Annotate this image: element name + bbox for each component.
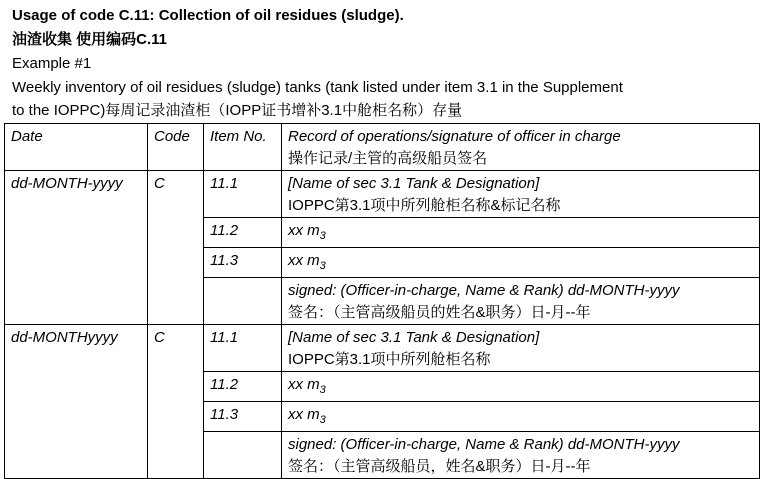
signature-text-zh: 签名：（主管高级船员的姓名&职务）日-月--年 xyxy=(288,304,591,321)
intro-line-1: Weekly inventory of oil residues (sludge) tanks (tank listed under item 3.1 in the Supplement xyxy=(12,79,623,96)
entry-date: dd-MONTHyyyy xyxy=(5,325,148,479)
record-cell xyxy=(282,248,760,278)
item-no: 11.3 xyxy=(204,402,282,432)
record-text: xx m xyxy=(288,222,320,239)
page-title-zh: 油渣收集 使用编码C.11 xyxy=(12,31,168,48)
table-row xyxy=(5,171,760,218)
entry-date: dd-MONTH-yyyy xyxy=(5,171,148,325)
entry-code: C xyxy=(148,171,204,325)
signature-text-zh: 签名：（主管高级船员，姓名&职务）日-月--年 xyxy=(288,458,591,475)
record-text: xx m xyxy=(288,376,320,393)
record-text: [Name of sec 3.1 Tank & Designation] xyxy=(288,329,540,346)
record-cell xyxy=(282,402,760,432)
table-header-row xyxy=(5,124,760,171)
record-text: xx m xyxy=(288,406,320,423)
record-cell xyxy=(282,432,760,479)
item-no xyxy=(204,432,282,479)
record-text: xx m xyxy=(288,252,320,269)
intro-line-2: to the IOPPC)每周记录油渣柜（IOPP证书增补3.1中舱柜名称）存量 xyxy=(12,102,463,119)
page-title: Usage of code C.11: Collection of oil residues (sludge). xyxy=(12,7,404,24)
table-row xyxy=(5,325,760,372)
record-cell xyxy=(282,325,760,372)
entry-code: C xyxy=(148,325,204,479)
oil-record-table xyxy=(4,123,760,479)
unit-subscript: 3 xyxy=(319,260,326,272)
signature-text: signed: (Officer-in-charge, Name & Rank) dd-MONTH-yyyy xyxy=(288,282,680,299)
item-no: 11.1 xyxy=(204,325,282,372)
signature-text: signed: (Officer-in-charge, Name & Rank) dd-MONTH-yyyy xyxy=(288,436,680,453)
unit-subscript: 3 xyxy=(319,414,326,426)
item-no: 11.2 xyxy=(204,372,282,402)
record-cell xyxy=(282,171,760,218)
item-no: 11.1 xyxy=(204,171,282,218)
record-cell xyxy=(282,218,760,248)
unit-subscript: 3 xyxy=(319,384,326,396)
item-no xyxy=(204,278,282,325)
record-cell xyxy=(282,372,760,402)
item-no: 11.2 xyxy=(204,218,282,248)
record-text-zh: IOPPC第3.1项中所列舱柜名称 xyxy=(288,351,491,368)
header-date: Date xyxy=(5,124,148,171)
unit-subscript: 3 xyxy=(319,230,326,242)
header-code: Code xyxy=(148,124,204,171)
example-label: Example #1 xyxy=(12,55,92,72)
item-no: 11.3 xyxy=(204,248,282,278)
header-record xyxy=(282,124,760,171)
header-record-zh: 操作记录/主管的高级船员签名 xyxy=(288,150,488,167)
record-cell xyxy=(282,278,760,325)
record-text: [Name of sec 3.1 Tank & Designation] xyxy=(288,175,540,192)
record-text-zh: IOPPC第3.1项中所列舱柜名称&标记名称 xyxy=(288,197,561,214)
header-item-no: Item No. xyxy=(204,124,282,171)
header-record-en: Record of operations/signature of officer in charge xyxy=(288,128,621,145)
